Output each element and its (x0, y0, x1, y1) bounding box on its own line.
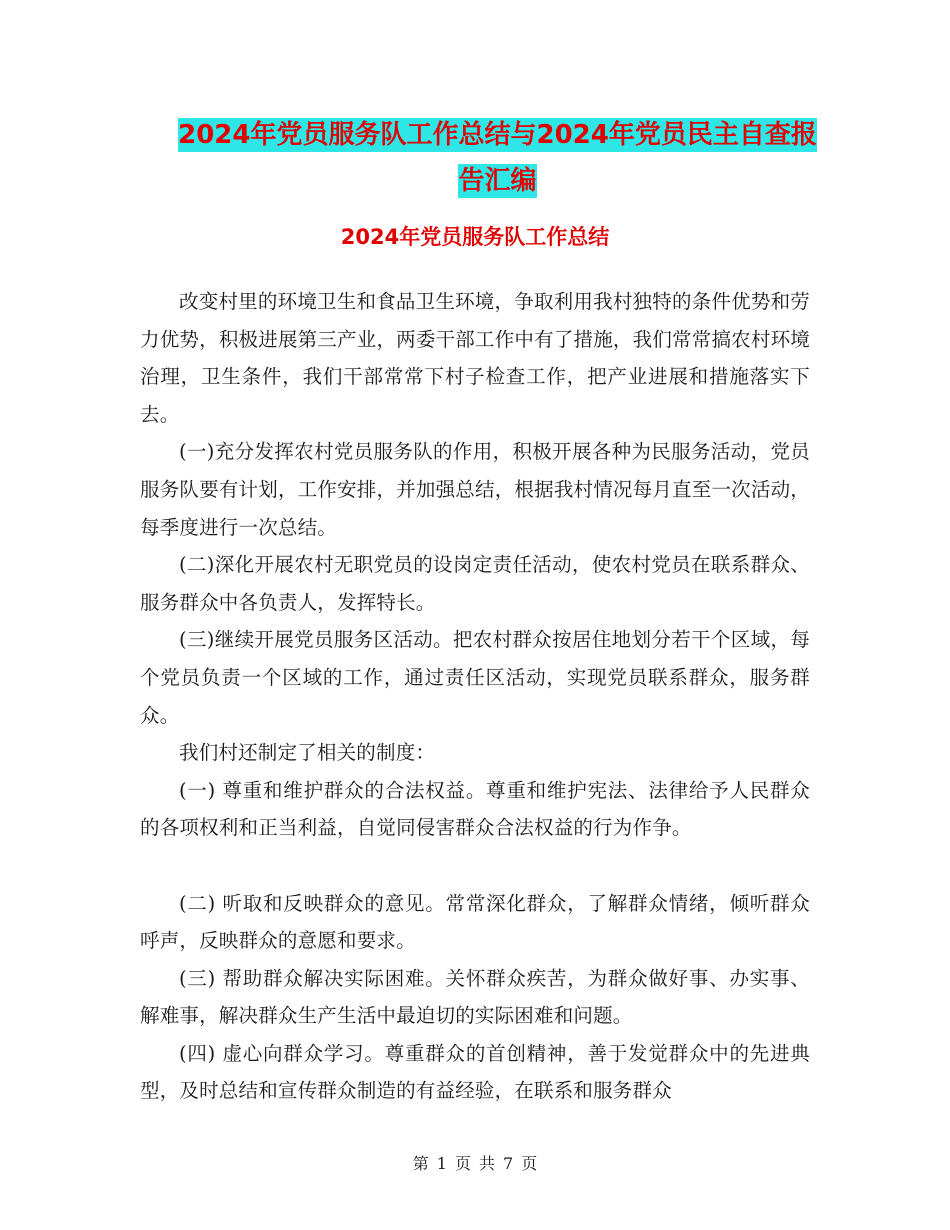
footer-page-mid: 页 (454, 1154, 471, 1173)
footer-total-label: 共 (479, 1154, 496, 1173)
paragraph: (一) 尊重和维护群众的合法权益。尊重和维护宪法、法律给予人民群众的各项权利和正当利益，自觉同侵害群众合法权益的行为作争。 (140, 778, 810, 840)
document-body (140, 283, 810, 1110)
section-title: 2024年党员服务队工作总结 (340, 225, 610, 249)
document-title (140, 112, 855, 204)
title-line-1: 2024年党员服务队工作总结与2024年党员民主自查报 (178, 120, 817, 150)
footer-total-pages: 7 (503, 1154, 514, 1173)
paragraph: (二) 听取和反映群众的意见。常常深化群众，了解群众情绪，倾听群众呼声，反映群众的意愿和要求。 (140, 891, 810, 953)
paragraph: (二)深化开展农村无职党员的设岗定责任活动，使农村党员在联系群众、服务群众中各负责人，发挥特长。 (140, 553, 810, 614)
title-line-2: 告汇编 (458, 166, 537, 196)
footer-page-number: 1 (436, 1154, 447, 1173)
paragraph: (三) 帮助群众解决实际困难。关怀群众疾苦，为群众做好事、办实事、解难事，解决群众生产生活中最迫切的实际困难和问题。 (140, 966, 810, 1028)
footer-page-suffix: 页 (521, 1154, 538, 1173)
paragraph: (一)充分发挥农村党员服务队的作用，积极开展各种为民服务活动，党员服务队要有计划，工作安排，并加强总结，根据我村情况每月直至一次活动，每季度进行一次总结。 (140, 440, 810, 539)
paragraph: 改变村里的环境卫生和食品卫生环境，争取利用我村独特的条件优势和劳力优势，积极进展第三产业，两委干部工作中有了措施，我们常常搞农村环境治理，卫生条件，我们干部常常下村子检查工作，把产业进展和措施落实下去。 (140, 290, 810, 426)
paragraph: (三)继续开展党员服务区活动。把农村群众按居住地划分若干个区域，每个党员负责一个区域的工作，通过责任区活动，实现党员联系群众，服务群众。 (140, 628, 810, 727)
page-footer (0, 1152, 950, 1176)
paragraph: 我们村还制定了相关的制度： (179, 741, 436, 765)
footer-page-prefix: 第 (412, 1154, 429, 1173)
paragraph: (四) 虚心向群众学习。尊重群众的首创精神，善于发觉群众中的先进典型，及时总结和宣传群众制造的有益经验，在联系和服务群众 (140, 1041, 810, 1103)
